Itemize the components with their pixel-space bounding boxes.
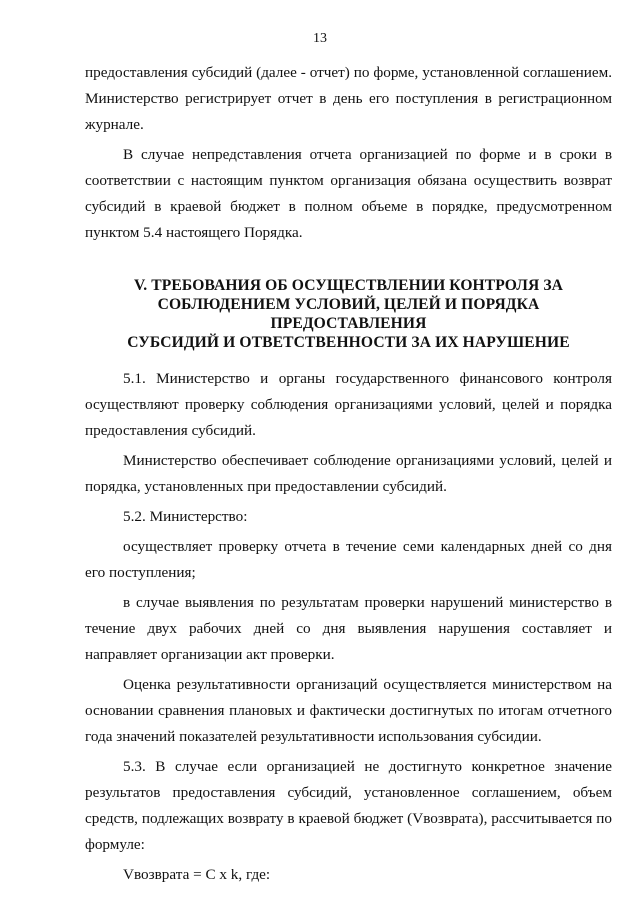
- document-body: [85, 60, 612, 888]
- page-number: 13: [313, 31, 327, 46]
- paragraph-non-submission: В случае непредставления отчета организацией по форме и в сроки в соответствии с настоящим пунктом организация обязана осуществить возврат субсидий в краевой бюджет в полном объеме в порядке, предусмотренном пунктом 5.4 настоящего Порядка.: [85, 146, 612, 241]
- section-heading-line-2: СОБЛЮДЕНИЕМ УСЛОВИЙ, ЦЕЛЕЙ И ПОРЯДКА ПРЕДОСТАВЛЕНИЯ: [157, 296, 540, 332]
- paragraph-report-check: осуществляет проверку отчета в течение семи календарных дней со дня его поступления;: [85, 538, 612, 581]
- paragraph-5-3: 5.3. В случае если организацией не достигнуто конкретное значение результатов предоставления субсидий, установленное соглашением, объем средств, подлежащих возврату в краевой бюджет (Vвозврата), рассчитывается по формуле:: [85, 758, 612, 853]
- section-heading-line-3: СУБСИДИЙ И ОТВЕТСТВЕННОСТИ ЗА ИХ НАРУШЕНИЕ: [127, 334, 570, 351]
- formula-line: Vвозврата = C x k, где:: [123, 866, 271, 883]
- paragraph-ministry-ensures: Министерство обеспечивает соблюдение организациями условий, целей и порядка, установленных при предоставлении субсидий.: [85, 452, 612, 495]
- paragraph-effectiveness: Оценка результативности организаций осуществляется министерством на основании сравнения плановых и фактически достигнутых по итогам отчетного года значений показателей результативности использования субсидии.: [85, 676, 612, 745]
- paragraph-5-1: 5.1. Министерство и органы государственного финансового контроля осуществляют проверку соблюдения организациями условий, целей и порядка предоставления субсидий.: [85, 370, 612, 439]
- paragraph-5-2: 5.2. Министерство:: [123, 508, 248, 525]
- paragraph-violation-act: в случае выявления по результатам проверки нарушений министерство в течение двух рабочих дней со дня выявления нарушения составляет и направляет организации акт проверки.: [85, 594, 612, 663]
- section-heading: [85, 276, 612, 352]
- section-heading-line-1: V. ТРЕБОВАНИЯ ОБ ОСУЩЕСТВЛЕНИИ КОНТРОЛЯ ЗА: [133, 277, 564, 294]
- paragraph-report-submission: предоставления субсидий (далее - отчет) по форме, установленной соглашением. Министерство регистрирует отчет в день его поступления в регистрационном журнале.: [85, 64, 612, 133]
